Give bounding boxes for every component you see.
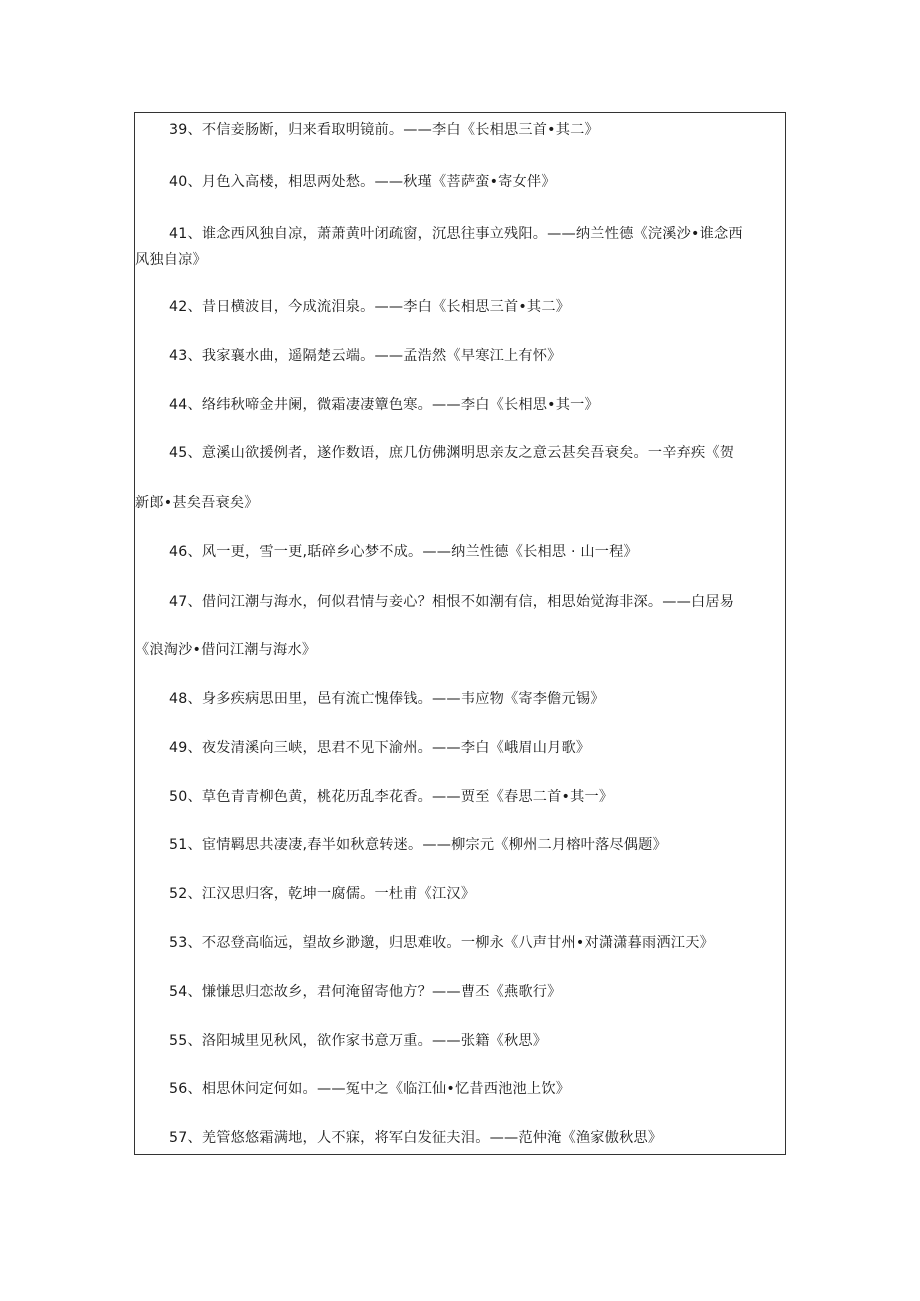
entry-39: 39、不信妾肠断，归来看取明镜前。——李白《长相思三首•其二》 (169, 122, 599, 138)
entry-49: 49、夜发清溪向三峡，思君不见下渝州。——李白《峨眉山月歌》 (169, 740, 591, 756)
entry-40: 40、月色入高楼，相思两处愁。——秋瑾《菩萨蛮•寄女伴》 (169, 174, 556, 190)
entry-44: 44、络纬秋啼金井阑，微霜凄凄簟色寒。——李白《长相思•其一》 (169, 397, 599, 413)
entry-47-continuation: 《浪淘沙•借问江潮与海水》 (135, 642, 317, 658)
entry-48: 48、身多疾病思田里，邑有流亡愧俸钱。——韦应物《寄李儋元锡》 (169, 691, 605, 707)
entry-47: 47、借问江潮与海水，何似君情与妾心？相恨不如潮有信，相思始觉海非深。——白居易 (169, 594, 735, 610)
entry-50: 50、草色青青柳色黄，桃花历乱李花香。——贾至《春思二首•其一》 (169, 789, 614, 805)
entry-45: 45、意溪山欲援例者，遂作数语，庶几仿佛渊明思亲友之意云甚矣吾衰矣。一辛弃疾《贺 (169, 445, 735, 461)
entry-53: 53、不忍登高临远，望故乡渺邈，归思难收。一柳永《八声甘州•对潇潇暮雨洒江天》 (169, 935, 714, 951)
poem-list-frame (134, 112, 786, 1155)
entry-57: 57、羌管悠悠霜满地，人不寐，将军白发征夫泪。——范仲淹《渔家傲秋思》 (169, 1130, 663, 1146)
entry-54: 54、慊慊思归恋故乡，君何淹留寄他方？——曹丕《燕歌行》 (169, 984, 562, 1000)
entry-46: 46、风一更，雪一更,聒碎乡心梦不成。——纳兰性德《长相思 · 山一程》 (169, 544, 638, 560)
entry-45-continuation: 新郎•甚矣吾衰矣》 (135, 495, 259, 511)
entry-41: 41、谁念西风独自凉，萧萧黄叶闭疏窗，沉思往事立残阳。——纳兰性德《浣溪沙•谁念西 (169, 226, 743, 242)
entry-51: 51、宦情羁思共凄凄,春半如秋意转迷。——柳宗元《柳州二月榕叶落尽偶题》 (169, 837, 667, 853)
entry-55: 55、洛阳城里见秋风，欲作家书意万重。——张籍《秋思》 (169, 1033, 548, 1049)
entry-43: 43、我家襄水曲，遥隔楚云端。——孟浩然《早寒江上有怀》 (169, 348, 562, 364)
entry-56: 56、相思休问定何如。——冤中之《临江仙•忆昔西池池上饮》 (169, 1081, 571, 1097)
entry-42: 42、昔日横波目，今成流泪泉。——李白《长相思三首•其二》 (169, 299, 571, 315)
entry-41-continuation: 风独自凉》 (135, 252, 207, 268)
entry-52: 52、江汉思归客，乾坤一腐儒。一杜甫《江汉》 (169, 886, 476, 902)
